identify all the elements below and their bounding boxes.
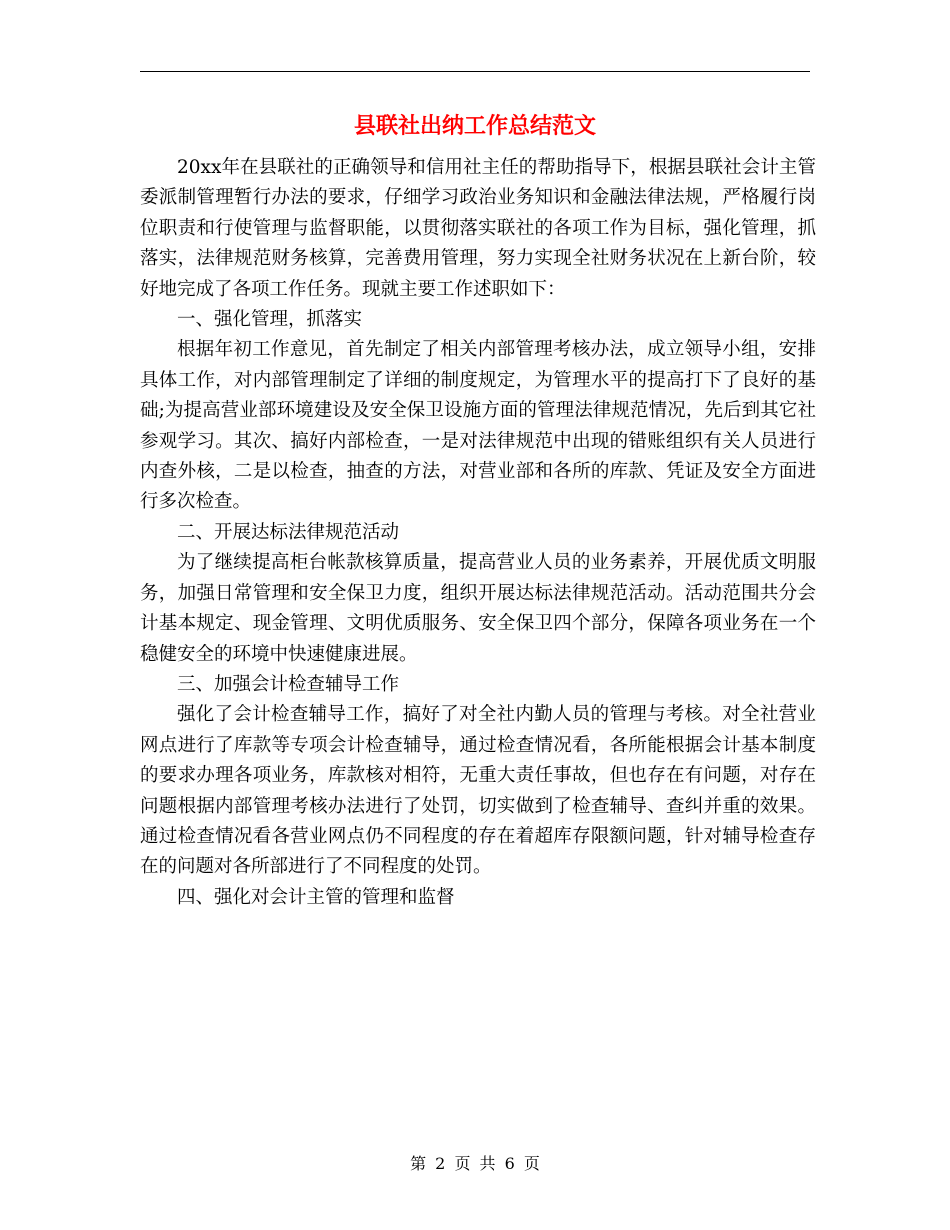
page-number-footer: 第 2 页 共 6 页 bbox=[410, 1154, 540, 1173]
section-heading-1: 一、强化管理，抓落实 bbox=[177, 309, 363, 331]
section-heading-4: 四、强化对会计主管的管理和监督 bbox=[177, 886, 455, 908]
document-body bbox=[140, 153, 816, 913]
paragraph-intro: 20xx年在县联社的正确领导和信用社主任的帮助指导下，根据县联社会计主管委派制管理暂行办法的要求，仔细学习政治业务知识和金融法律法规，严格履行岗位职责和行使管理与监督职能，以贯彻落实联社的各项工作为目标，强化管理，抓落实，法律规范财务核算，完善费用管理，努力实现全社财务状况在上新台阶，较好地完成了各项工作任务。现就主要工作述职如下： bbox=[140, 157, 816, 300]
section-heading-3: 三、加强会计检查辅导工作 bbox=[177, 673, 400, 695]
document-title: 县联社出纳工作总结范文 bbox=[353, 113, 596, 139]
paragraph-section-3: 强化了会计检查辅导工作，搞好了对全社内勤人员的管理与考核。对全社营业网点进行了库款等专项会计检查辅导，通过检查情况看，各所能根据会计基本制度的要求办理各项业务，库款核对相符，无重大责任事故，但也存在有问题，对存在问题根据内部管理考核办法进行了处罚，切实做到了检查辅导、查纠并重的效果。通过检查情况看各营业网点仍不同程度的存在着超库存限额问题，针对辅导检查存在的问题对各所部进行了不同程度的处罚。 bbox=[140, 704, 816, 878]
header-rule bbox=[140, 71, 810, 72]
paragraph-section-1: 根据年初工作意见，首先制定了相关内部管理考核办法，成立领导小组，安排具体工作，对内部管理制定了详细的制度规定，为管理水平的提高打下了良好的基础;为提高营业部环境建设及安全保卫设施方面的管理法律规范情况，先后到其它社参观学习。其次、搞好内部检查，一是对法律规范中出现的错账组织有关人员进行内查外核，二是以检查，抽查的方法，对营业部和各所的库款、凭证及安全方面进行多次检查。 bbox=[140, 339, 816, 513]
paragraph-section-2: 为了继续提高柜台帐款核算质量，提高营业人员的业务素养，开展优质文明服务，加强日常管理和安全保卫力度，组织开展达标法律规范活动。活动范围共分会计基本规定、现金管理、文明优质服务、安全保卫四个部分，保障各项业务在一个稳健安全的环境中快速健康进展。 bbox=[140, 552, 816, 665]
section-heading-2: 二、开展达标法律规范活动 bbox=[177, 521, 400, 543]
